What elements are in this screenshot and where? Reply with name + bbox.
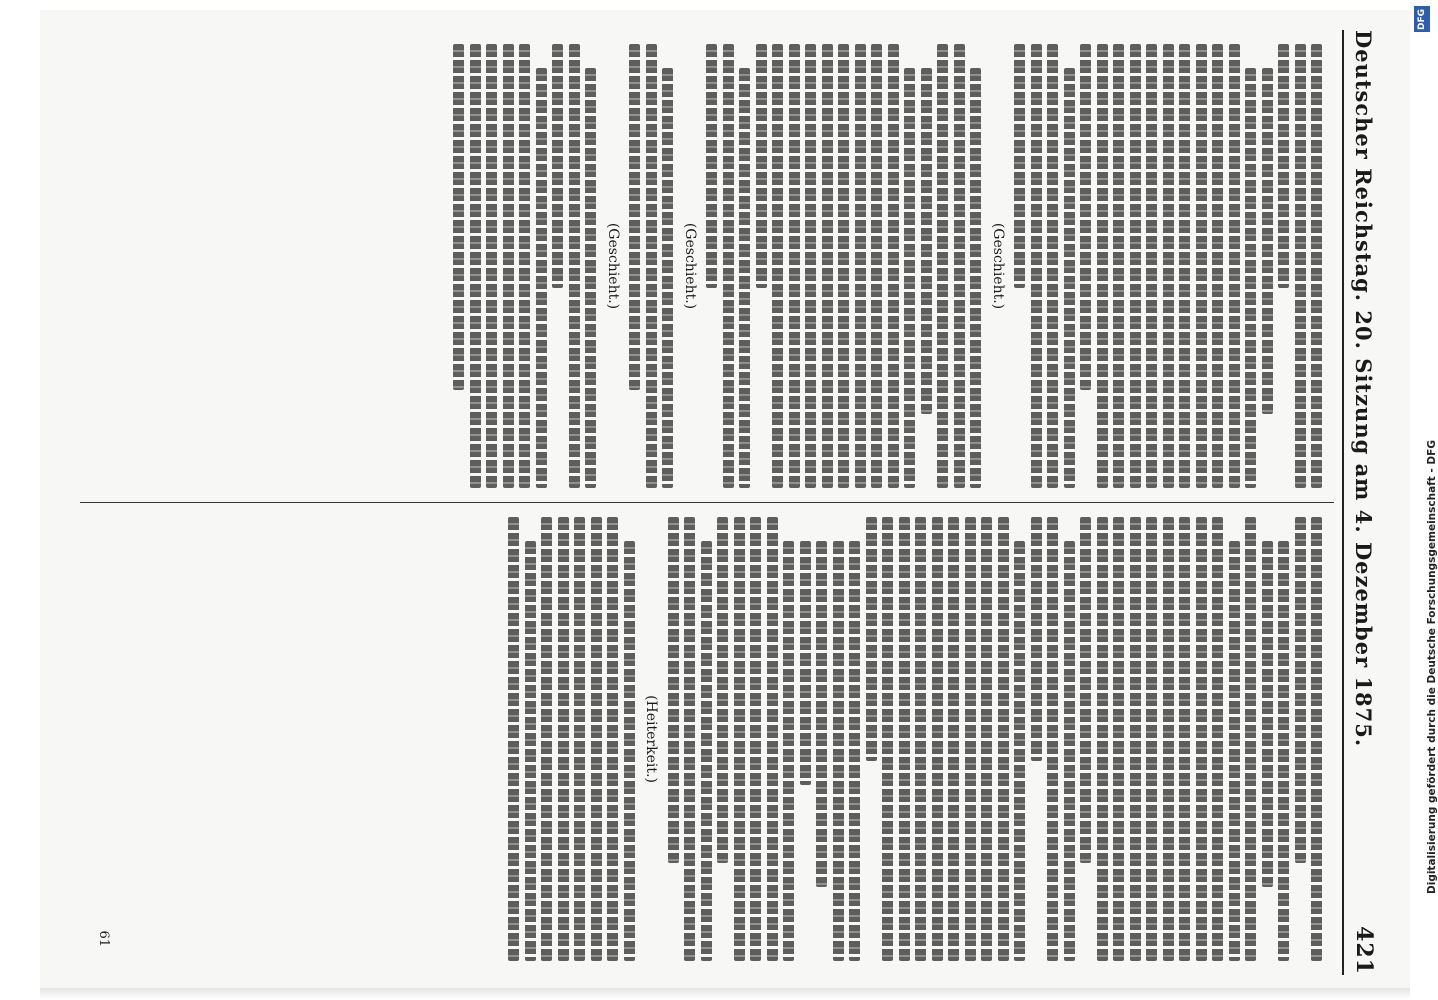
text-line xyxy=(542,517,553,961)
text-line xyxy=(1262,541,1273,887)
page-title: Deutscher Reichstag. 20. Sitzung am 4. Dezember 1875. xyxy=(1351,30,1377,748)
text-line xyxy=(916,517,927,961)
text-line xyxy=(1262,68,1273,414)
text-line xyxy=(1048,517,1059,961)
text-line xyxy=(1213,44,1224,488)
left-label-1: (Geschieht.) xyxy=(990,222,1006,310)
text-line xyxy=(899,517,910,961)
text-line xyxy=(1163,44,1174,488)
text-line xyxy=(1130,44,1141,488)
text-line xyxy=(1097,44,1108,488)
text-line xyxy=(608,517,619,961)
text-line xyxy=(1279,44,1290,288)
text-line xyxy=(1229,44,1240,488)
dfg-badge: DFG xyxy=(1414,6,1430,32)
text-line xyxy=(1246,517,1257,961)
text-line xyxy=(1295,517,1306,863)
text-line xyxy=(1196,44,1207,488)
text-line xyxy=(921,68,932,414)
text-line xyxy=(800,541,811,785)
text-line xyxy=(839,44,850,488)
text-line xyxy=(1015,541,1026,961)
text-line xyxy=(866,517,877,761)
left-label-3: (Geschieht.) xyxy=(605,222,621,310)
text-line xyxy=(503,44,514,488)
text-line xyxy=(569,44,580,488)
text-line xyxy=(668,517,679,863)
text-line xyxy=(998,517,1009,961)
text-line xyxy=(949,517,960,961)
text-line xyxy=(954,44,965,488)
text-line xyxy=(586,68,597,488)
left-label-2: (Geschieht.) xyxy=(682,222,698,310)
text-line xyxy=(751,517,762,961)
text-line xyxy=(1147,44,1158,488)
text-line xyxy=(888,44,899,488)
text-line xyxy=(855,44,866,488)
page-header xyxy=(1342,30,1384,975)
text-line xyxy=(1312,44,1323,488)
text-line xyxy=(630,44,641,390)
text-line xyxy=(624,541,635,961)
dfg-note xyxy=(1412,14,1438,984)
text-columns xyxy=(80,30,1334,975)
text-line xyxy=(806,44,817,488)
text-line xyxy=(1213,517,1224,961)
text-line xyxy=(883,517,894,961)
text-line xyxy=(1196,517,1207,961)
text-line xyxy=(1081,44,1092,390)
text-line xyxy=(1031,44,1042,488)
text-line xyxy=(1246,68,1257,488)
text-line xyxy=(1048,44,1059,488)
text-line xyxy=(932,517,943,961)
text-line xyxy=(646,44,657,488)
text-line xyxy=(756,44,767,288)
scanned-page xyxy=(40,10,1410,995)
text-line xyxy=(1081,517,1092,863)
text-line xyxy=(767,517,778,961)
text-line xyxy=(789,44,800,488)
text-line xyxy=(575,517,586,961)
text-line xyxy=(872,44,883,488)
text-line xyxy=(558,517,569,961)
text-line xyxy=(1114,44,1125,488)
text-line xyxy=(663,68,674,488)
text-line xyxy=(707,44,718,288)
text-line xyxy=(773,44,784,488)
text-line xyxy=(487,44,498,488)
text-line xyxy=(520,44,531,488)
text-line xyxy=(591,517,602,961)
text-line xyxy=(822,44,833,488)
text-line xyxy=(938,44,949,488)
text-line xyxy=(833,541,844,961)
text-line xyxy=(553,44,564,288)
text-line xyxy=(1229,541,1240,961)
text-line xyxy=(718,517,729,863)
text-line xyxy=(1312,517,1323,961)
dfg-note-text: Digitalisierung gefördert durch die Deutsche Forschungsgemeinschaft - DFG xyxy=(1426,440,1438,894)
text-line xyxy=(701,541,712,961)
text-line xyxy=(723,44,734,488)
text-line xyxy=(536,68,547,488)
text-line xyxy=(850,541,861,961)
scan-edge xyxy=(40,988,1410,1000)
text-line xyxy=(1031,517,1042,761)
text-line xyxy=(1180,44,1191,488)
text-line xyxy=(525,541,536,961)
text-line xyxy=(509,517,520,961)
text-line xyxy=(1279,541,1290,961)
rotated-page-content xyxy=(60,10,1390,995)
text-line xyxy=(971,68,982,488)
text-line xyxy=(470,44,481,488)
text-line xyxy=(1163,517,1174,961)
text-line xyxy=(685,517,696,961)
text-line xyxy=(817,541,828,887)
text-line xyxy=(1064,541,1075,961)
text-line xyxy=(734,517,745,961)
text-line xyxy=(1064,68,1075,488)
text-line xyxy=(1097,517,1108,961)
text-line xyxy=(1295,44,1306,488)
text-line xyxy=(1130,517,1141,961)
left-column xyxy=(80,30,1334,503)
signature-mark: 61 xyxy=(96,930,112,947)
right-label-1: (Heiterkeit.) xyxy=(643,695,660,783)
page-number: 421 xyxy=(1351,926,1377,975)
text-line xyxy=(1015,44,1026,288)
text-line xyxy=(1114,517,1125,961)
right-column xyxy=(80,503,1334,975)
text-line xyxy=(740,68,751,488)
text-line xyxy=(454,44,465,390)
text-line xyxy=(784,541,795,961)
text-line xyxy=(1180,517,1191,961)
text-line xyxy=(1147,517,1158,961)
text-line xyxy=(965,517,976,961)
text-line xyxy=(905,68,916,488)
text-line xyxy=(982,517,993,961)
